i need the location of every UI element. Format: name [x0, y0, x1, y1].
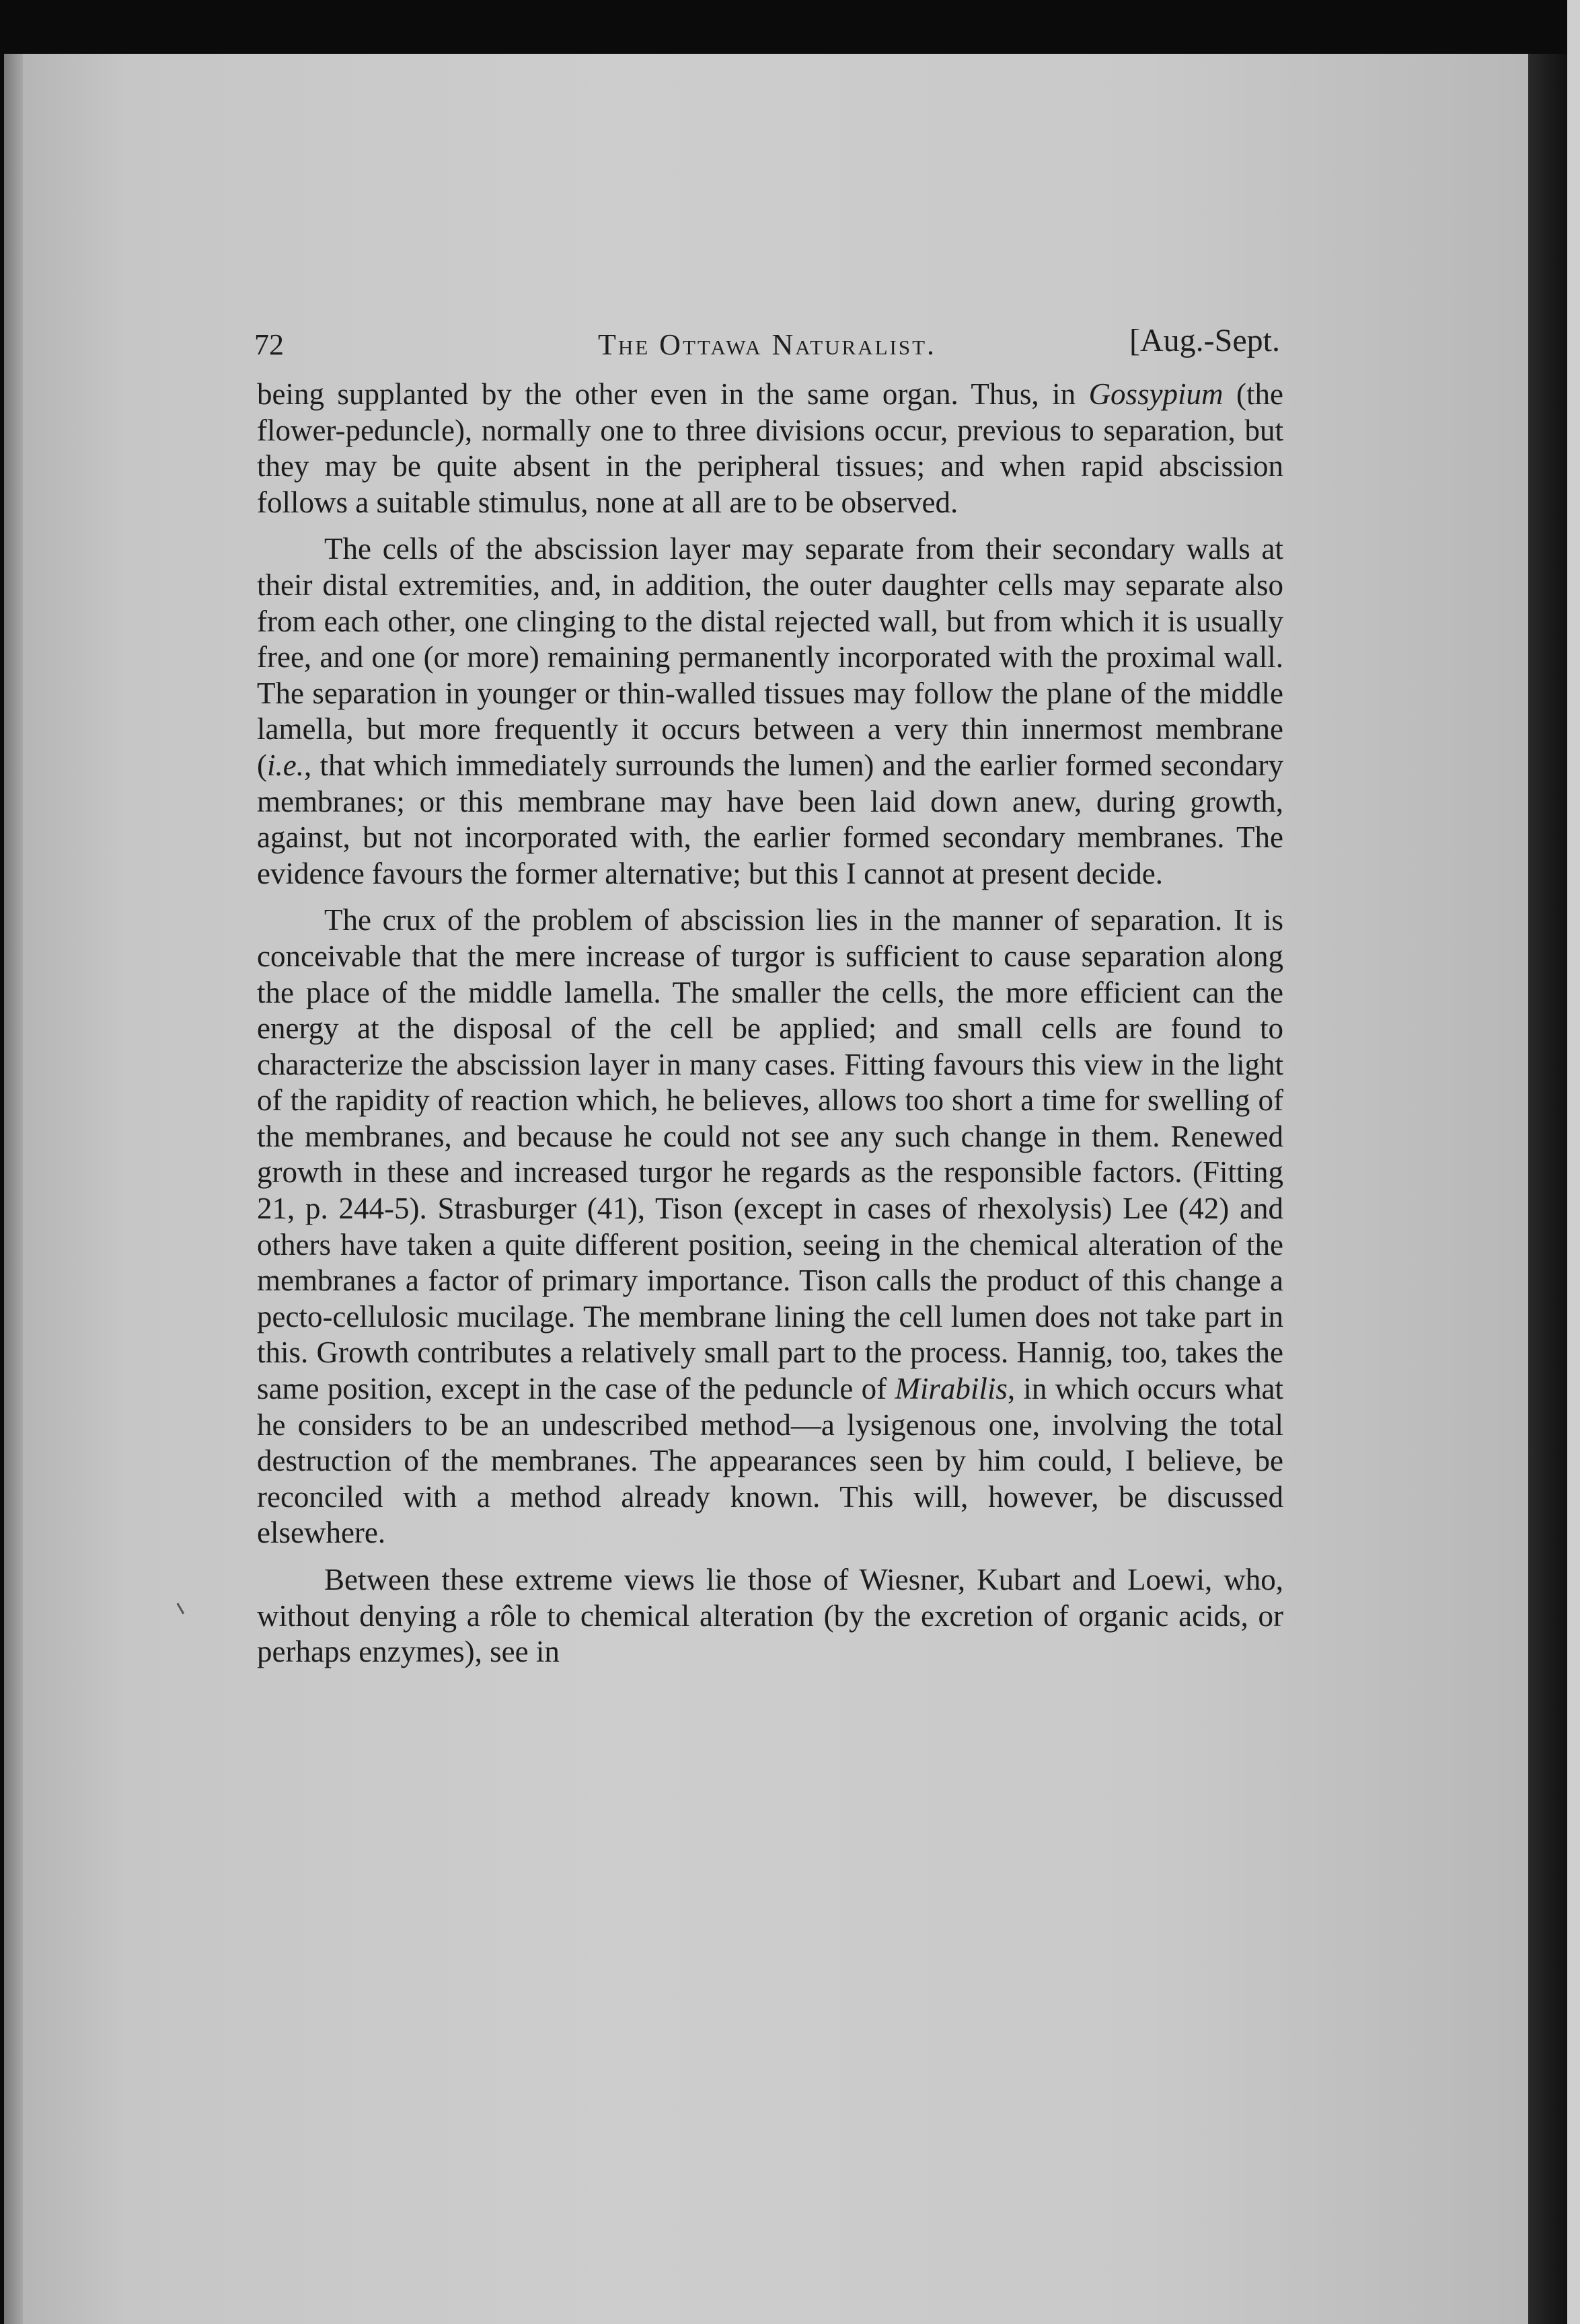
italic-text: i.e. [267, 748, 304, 782]
scan-right-border [1567, 0, 1580, 2324]
paper-left-edge [4, 54, 23, 2324]
italic-text: Mirabilis [895, 1372, 1008, 1406]
text-run: being supplanted by the other even in the same organ. Thus, in [257, 377, 1089, 411]
text-run: The crux of the problem of abscission lies in the manner of separation. It is conceivable that the mere increase of turgor is sufficient to cause separation along the place of the middle lamella. The smaller the cells, the more efficient can the energy at the disposal of the cell be applied; and small cells are found to characterize the abscission layer in many cases. Fitting favours this view in the light of the rapidity of reaction which, he believes, allows too short a time for swelling of the membranes, and because he could not see any such change in them. Renewed growth in these and increased turgor he regards as the responsible factors. (Fitting 21, p. 244-5). Strasburger (41), Tison (except in cases of rhexolysis) Lee (42) and others have taken a quite different position, seeing in the chemical alteration of the membranes a factor of primary importance. Tison calls the product of this change a pecto-cellulosic mucilage. The membrane lining the cell lumen does not take part in this. Growth contributes a relatively small part to the process. Hannig, too, takes the same position, except in the case of the peduncle of [257, 903, 1283, 1406]
body-text [257, 377, 1283, 1681]
text-run: (the flower-peduncle), normally one to three divisions occur, previous to separation, but they may be quite absent in the peripheral tissues; and when rapid abscission follows a suitable stimulus, none at all are to be observed. [257, 377, 1283, 519]
paragraph [257, 902, 1283, 1551]
text-run: The cells of the abscission layer may separate from their secondary walls at their distal extremities, and, in addition, the outer daughter cells may separate also from each other, one clinging to the distal rejected wall, but from which it is usually free, and one (or more) remaining permanently incorporated with the proximal wall. The separation in younger or thin-walled tissues may follow the plane of the middle lamella, but more frequently it occurs between a very thin innermost membrane ( [257, 532, 1283, 782]
page-number: 72 [254, 328, 284, 361]
book-gutter [1528, 54, 1567, 2324]
text-run: , in which occurs what he considers to be an undescribed method—a lysigenous one, involving the total destruction of the membranes. The appearances seen by him could, I believe, be reconciled with a method already known. This will, however, be discussed elsewhere. [257, 1372, 1283, 1550]
running-header [254, 321, 1280, 369]
paragraph [257, 377, 1283, 520]
issue-date-range: [Aug.-Sept. [1129, 323, 1280, 358]
italic-text: Gossypium [1088, 377, 1224, 411]
text-run: , that which immediately surrounds the lumen) and the earlier formed secondary membranes; or this membrane may have been laid down anew, during growth, against, but not incorporated with, the earlier formed secondary membranes. The evidence favours the former alternative; but this I cannot at present decide. [257, 748, 1283, 890]
text-run: Between these extreme views lie those of Wiesner, Kubart and Loewi, who, without denying a rôle to chemical alteration (by the excretion of organic acids, or perhaps enzymes), see in [257, 1563, 1283, 1669]
scan-top-border [0, 0, 1567, 54]
paragraph [257, 1562, 1283, 1670]
running-title: The Ottawa Naturalist. [597, 328, 937, 361]
paragraph [257, 531, 1283, 892]
